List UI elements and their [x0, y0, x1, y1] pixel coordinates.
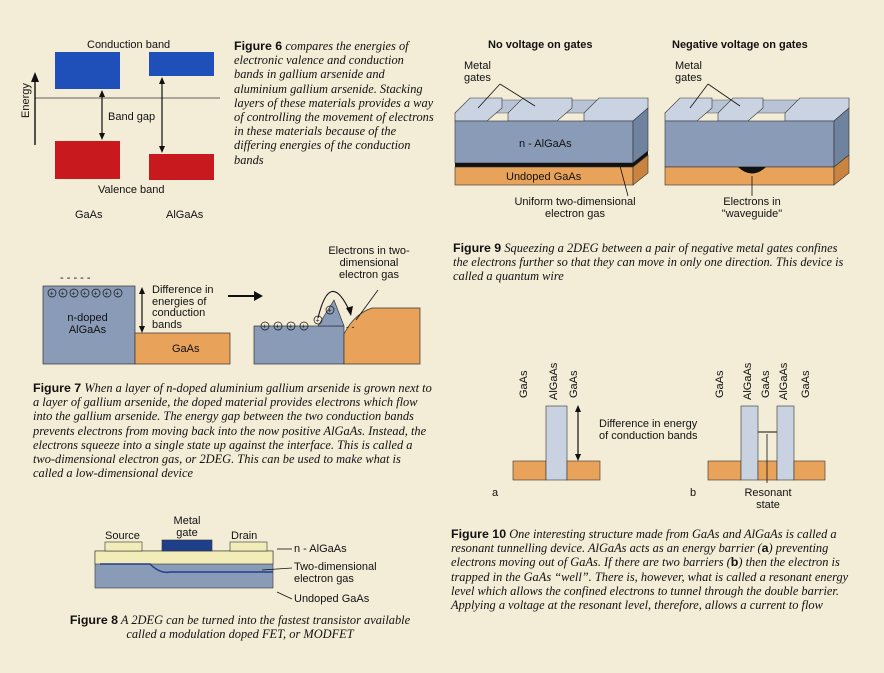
fig10b-algaas-label-2: AlGaAs	[778, 362, 790, 400]
fig7-gaas-label: GaAs	[172, 343, 200, 355]
metal-gates-label-left: Metal gates	[464, 60, 491, 84]
svg-text:+: +	[104, 290, 109, 298]
conduction-band-label: Conduction band	[87, 39, 171, 51]
metal-gates-label-right: Metal gates	[675, 60, 702, 84]
fig10b-gaas-label-1: GaAs	[714, 370, 726, 398]
svg-text:+: +	[82, 290, 87, 298]
band-gap-label: Band gap	[108, 111, 156, 123]
caption-text-3: ) then the electron is trapped in the GaAs “well”. There is, however, what is called a resonant energy level which allows the confined electrons to tunnel through the double barrier. Applying a voltage at the resonant level, therefore, allows a current to flow	[451, 555, 849, 613]
fig10b-gaas-label-3: GaAs	[800, 370, 812, 398]
figure-8-caption	[57, 613, 423, 641]
negative-voltage-title: Negative voltage on gates	[672, 39, 808, 51]
svg-text:+: +	[315, 317, 320, 325]
drain-label: Drain	[231, 530, 258, 542]
svg-text:+: +	[93, 290, 98, 298]
caption-ref-b: b	[730, 555, 739, 570]
caption-label: Figure 10	[451, 527, 507, 541]
metal-gate-contact	[162, 540, 212, 551]
caption-text-1: One interesting structure made from GaAs and AlGaAs is called a resonant tunnelling device. AlGaAs acts as an energy barrier (	[451, 527, 837, 556]
uniform-gas-label: Uniform two-dimensional electron gas	[514, 196, 636, 220]
fig10-difference-label: Difference in energy of conduction bands	[599, 418, 698, 442]
caption-label: Figure 9	[453, 241, 502, 255]
metal-gate-label: Metal gate	[173, 515, 201, 539]
svg-text:+: +	[301, 323, 306, 331]
svg-text:- -: - -	[346, 322, 355, 332]
svg-text:+: +	[275, 323, 280, 331]
fig10-a-label: a	[492, 487, 499, 499]
fig10b-gaas-label-2: GaAs	[760, 370, 772, 398]
n-algaas-label: n - AlGaAs	[519, 138, 572, 150]
svg-text:+: +	[327, 307, 332, 315]
resonant-state-label: Resonant state	[744, 487, 792, 511]
fig10a-gaas-label-2: GaAs	[568, 370, 580, 398]
energy-label: Energy	[20, 83, 32, 118]
fig10-b-label: b	[690, 487, 697, 499]
caption-text-2: ) preventing electrons moving out of GaAs. If there are two barriers (	[451, 541, 829, 570]
caption-text: When a layer of n-doped aluminium gallium arsenide is grown next to a layer of gallium arsenide, the doped material provides electrons which flow into the gallium arsenide. The energy gap between the two conduction bands prevents electrons from moving back into the now positive AlGaAs. Instead, the electrons squeeze into a single state up against the interface. This is called a two-dimensional electron gas, or 2DEG. This can be used to make what is called a low-dimensional device	[33, 381, 432, 481]
svg-text:+: +	[288, 323, 293, 331]
svg-text:- - - - -: - - - - -	[60, 272, 91, 284]
caption-text: compares the energies of electronic valence and conduction bands in gallium arsenide and aluminium gallium arsenide. Stacking layers of these materials provides a way of controlling the movement of electrons in these materials because of the differing energies of the conduction bands	[234, 39, 434, 167]
ndoped-algaas-label: n-doped AlGaAs	[67, 312, 108, 336]
gaas-label: GaAs	[75, 209, 103, 221]
caption-ref-a: a	[761, 541, 769, 556]
caption-text: Squeezing a 2DEG between a pair of negative metal gates confines the electrons further so that they can move in only one direction. This device is called a quantum wire	[453, 241, 844, 284]
svg-text:+: +	[71, 290, 76, 298]
drain-contact	[230, 542, 267, 551]
caption-label: Figure 8	[69, 613, 119, 627]
svg-text:+: +	[115, 290, 120, 298]
waveguide-label: Electrons in "waveguide"	[721, 196, 783, 220]
fig7-difference-label: Difference in energies of conduction bands	[152, 284, 214, 331]
undoped-gaas-label: Undoped GaAs	[294, 593, 370, 605]
caption-label: Figure 6	[234, 39, 283, 53]
no-voltage-title: No voltage on gates	[488, 39, 593, 51]
undoped-gaas-label: Undoped GaAs	[506, 171, 582, 183]
svg-text:+: +	[60, 290, 65, 298]
caption-label: Figure 7	[33, 381, 82, 395]
algaas-label: AlGaAs	[166, 209, 204, 221]
fig10b-algaas-label-1: AlGaAs	[742, 362, 754, 400]
two-dim-gas-label: Two-dimensional electron gas	[294, 561, 377, 585]
n-algaas-label: n - AlGaAs	[294, 543, 347, 555]
svg-text:+: +	[262, 323, 267, 331]
caption-text: A 2DEG can be turned into the fastest transistor available called a modulation doped FET, or MODFET	[120, 613, 411, 642]
n-algaas-layer	[95, 551, 273, 564]
fig10a-algaas-label: AlGaAs	[548, 362, 560, 400]
svg-text:+: +	[49, 290, 54, 298]
source-contact	[105, 542, 142, 551]
source-label: Source	[105, 530, 140, 542]
fig10a-gaas-label-1: GaAs	[518, 370, 530, 398]
valence-band-label: Valence band	[98, 184, 165, 196]
electrons-2deg-label: Electrons in two-dimensional electron gas	[328, 245, 410, 281]
